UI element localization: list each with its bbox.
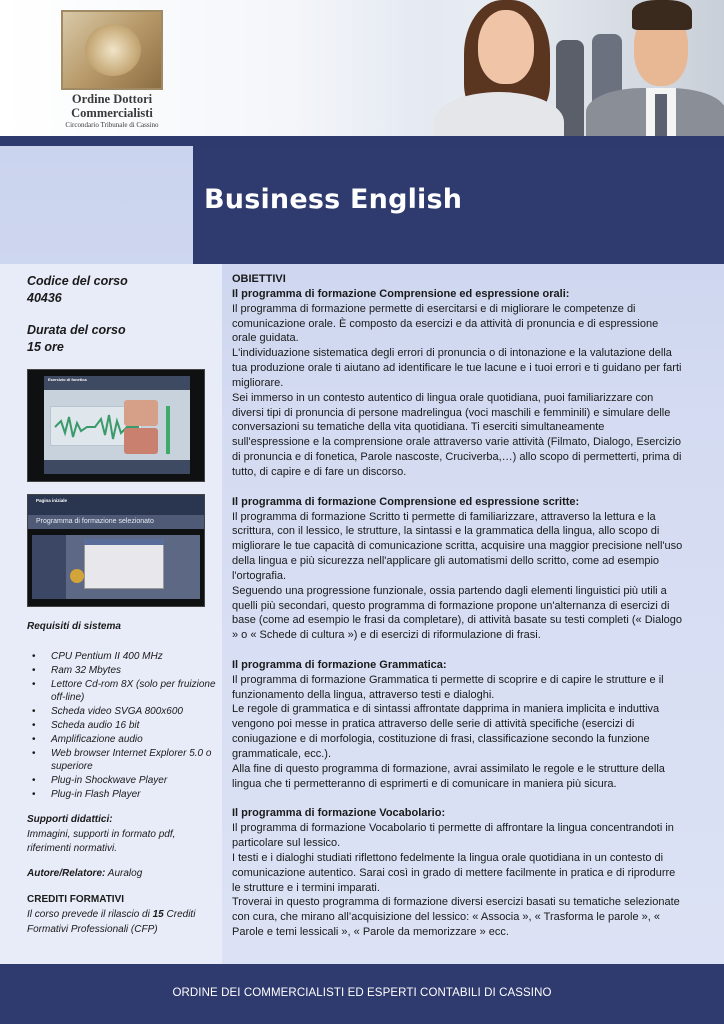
section-written-paragraph: Seguendo una progressione funzionale, ossia partendo dagli elementi linguistici più utili a quelli più secondari, questo programma di formazione propone un'alternanza di esercizi di base (come ad esempio le frasi da completare), di attività basate su testi completi (« Dialogo » o « Schede di cultura ») e di esercizi di riformulazione di frasi. xyxy=(232,584,682,642)
order-logo xyxy=(58,10,166,130)
header-divider xyxy=(0,136,724,146)
section-oral-title: Il programma di formazione Comprensione ed espressione orali: xyxy=(232,287,570,300)
section-grammar-paragraph: Le regole di grammatica e di sintassi affrontate dapprima in maniera implicita e induttiva vengono poi messe in pratica attraverso delle serie di attività specifiche (esercizi di coniugazione e di morfologia, costituzione di frasi, classificazione secondo la funzione grammaticale, ecc.). xyxy=(232,703,660,760)
author-line xyxy=(27,868,142,879)
section-written-title: Il programma di formazione Comprensione ed espressione scritte: xyxy=(232,495,580,508)
supports-text: Immagini, supporti in formato pdf, riferimenti normativi. xyxy=(27,829,176,854)
logo-line-3: Circondario Tribunale di Cassino xyxy=(65,121,159,129)
requirement-item: • Ram 32 Mbytes xyxy=(51,664,216,678)
software-screenshot-home xyxy=(27,494,205,607)
section-grammar-paragraph: Il programma di formazione Grammatica ti permette di scoprire e di capire le strutture e il funzionamento della lingua, attraverso testi e dialoghi. xyxy=(232,673,664,701)
requirement-item: • Scheda video SVGA 800x600 xyxy=(51,705,216,719)
course-info-sidebar xyxy=(0,264,222,964)
voice-level-meter xyxy=(166,406,170,454)
screenshot-label: Programma di formazione selezionato xyxy=(36,518,154,525)
requirement-item: • Web browser Internet Explorer 5.0 o superiore xyxy=(51,747,216,775)
course-duration-label: Durata del corso xyxy=(27,323,126,337)
section-oral-paragraph: Sei immerso in un contesto autentico di lingua orale quotidiana, puoi familiarizzare con diversi tipi di pronuncia di persone madrelingua (voci maschili e femminili) e simulare delle conversazioni su tematiche della vita quotidiana. Ti eserciti simultaneamente sull'espressione e la comprensione orale attraverso varie attività (Filmato, Dialogo, Esercizio di pronuncia e di fonetica, Parole nascoste, Cruciverba,…) allo scopo di permetterti, prima di tutto, di capire e di fare un discorso. xyxy=(232,391,682,478)
section-vocabulary-title: Il programma di formazione Vocabolario: xyxy=(232,807,446,820)
paragraph-gap xyxy=(232,792,684,807)
course-code-value: 40436 xyxy=(27,291,62,305)
paragraph-gap xyxy=(232,480,684,495)
section-vocabulary-paragraph: Troverai in questo programma di formazione diversi esercizi basati su tematiche selezionate con cura, che mirano all’acquisizione del lessico: « Associa », « Trasforma le parole », « Parole e temi lessicali », « Parole da memorizzare » ecc. xyxy=(232,896,680,939)
requirement-item: • Lettore Cd-rom 8X (solo per fruizione off-line) xyxy=(51,678,216,706)
screenshot-title: Pagina iniziale xyxy=(36,498,68,503)
screenshot-title: Esercizio di fonetica xyxy=(48,377,87,382)
screenshot-sidebar xyxy=(32,535,66,599)
software-screenshot-phonetics xyxy=(27,369,205,482)
section-written-paragraph: Il programma di formazione Scritto ti permette di familiarizzare, attraverso la lettura e la scrittura, con il lessico, le strutture, la sintassi e la grammatica della lingua, allo scopo di migliorare le tue capacità di comunicazione scritta, acquisire una maggior precisione nell'uso della lingua e più sicurezza nell'applicare gli automatismi dello scritto, come ad esempio l'ortografia. xyxy=(232,510,683,582)
man-tie xyxy=(655,94,667,136)
credits-title: CREDITI FORMATIVI xyxy=(27,894,125,905)
requirement-item: • Scheda audio 16 bit xyxy=(51,719,216,733)
mouth-image-bottom xyxy=(124,428,158,454)
man-hair xyxy=(632,0,692,30)
page-footer xyxy=(0,964,724,1024)
objectives-heading: OBIETTIVI xyxy=(232,273,286,285)
credits-text xyxy=(27,908,207,937)
credits-text-pre: Il corso prevede il rilascio di xyxy=(27,909,153,920)
woman-face xyxy=(478,10,534,84)
requirement-item: • Plug-in Flash Player xyxy=(51,788,216,802)
section-grammar-title: Il programma di formazione Grammatica: xyxy=(232,658,447,671)
requirements-list xyxy=(51,650,216,802)
title-banner xyxy=(193,146,724,264)
section-vocabulary-paragraph: I testi e i dialoghi studiati riflettono fedelmente la lingua orale quotidiana in un contesto di comunicazione autentico. Sarai così in grado di mettere facilmente in pratica e di riprodurre le strutture e i termini imparati. xyxy=(232,851,676,894)
requirements-title: Requisiti di sistema xyxy=(27,621,121,632)
screenshot-footer-bar xyxy=(44,460,190,474)
requirement-item: • Amplificazione audio xyxy=(51,733,216,747)
course-description xyxy=(232,272,684,940)
author-label: Autore/Relatore: xyxy=(27,868,106,879)
paragraph-gap xyxy=(232,643,684,658)
screenshot-globe-icon xyxy=(70,569,84,583)
author-value: Auralog xyxy=(107,868,143,879)
section-oral-paragraph: Il programma di formazione permette di esercitarsi e di migliorare le competenze di comunicazione orale. È composto da esercizi e da attività di pronuncia e di espressione orale guidata. xyxy=(232,302,659,345)
screenshot-dialog-titlebar xyxy=(84,539,164,545)
requirement-item: • CPU Pentium II 400 MHz xyxy=(51,650,216,664)
credits-text-post: Crediti Formativi Professionali (CFP) xyxy=(27,909,196,935)
credits-number: 15 xyxy=(152,909,164,920)
mouth-image-top xyxy=(124,400,158,426)
business-people-photo xyxy=(396,0,724,136)
section-grammar-paragraph: Alla fine di questo programma di formazione, avrai assimilato le regole e le strutture della lingua che ti permetteranno di esprimerti e di comunicare in maniera più sicura. xyxy=(232,762,665,790)
page-header xyxy=(0,0,724,136)
logo-line-1: Ordine Dottori xyxy=(71,92,153,106)
footer-organization: ORDINE DEI COMMERCIALISTI ED ESPERTI CONTABILI DI CASSINO xyxy=(172,987,552,999)
logo-emblem-image xyxy=(61,10,163,90)
screenshot-dialog xyxy=(84,539,164,589)
course-title: Business English xyxy=(204,184,463,215)
requirement-item: • Plug-in Shockwave Player xyxy=(51,774,216,788)
course-duration-value: 15 ore xyxy=(27,340,64,354)
section-vocabulary-paragraph: Il programma di formazione Vocabolario ti permette di affrontare la lingua concentrandoti in particolare sul lessico. xyxy=(232,822,674,850)
supports-title: Supporti didattici: xyxy=(27,814,113,825)
course-code-label: Codice del corso xyxy=(27,274,128,288)
logo-line-2: Commercialisti xyxy=(71,106,153,120)
section-oral-paragraph: L'individuazione sistematica degli errori di pronuncia o di intonazione e la valutazione della tua produzione orale ti aiutano ad identificare le tue lacune e i tuoi errori e ti guidano per farti migliorare. xyxy=(232,347,682,389)
